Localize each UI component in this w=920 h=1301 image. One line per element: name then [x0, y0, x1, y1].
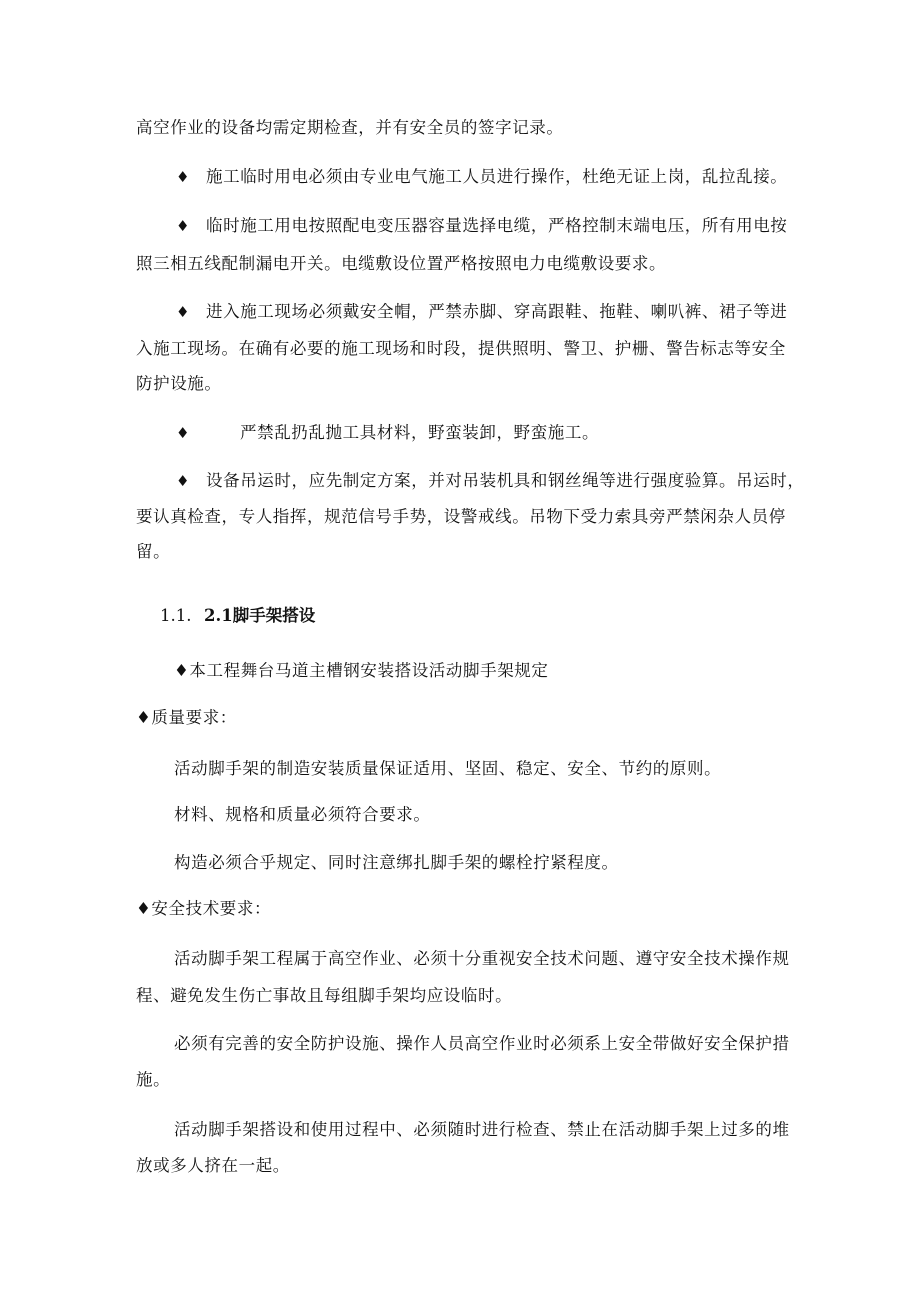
- section-title: 2.1脚手架搭设: [204, 606, 316, 625]
- item-5-line-1: 设备吊运时，应先制定方案，并对吊装机具和钢丝绳等进行强度验算。吊运时，: [206, 471, 805, 490]
- safety-item-2-line-1: 必须有完善的安全防护设施、操作人员高空作业时必须系上安全带做好安全保护措: [174, 1034, 790, 1053]
- bullet-diamond-icon: ♦: [176, 424, 190, 442]
- item-3-line-3: 防护设施。: [136, 374, 222, 393]
- item-1-line-1: 施工临时用电必须由专业电气施工人员进行操作，杜绝无证上岗，乱拉乱接。: [206, 167, 788, 186]
- safety-item-3-line-2: 放或多人挤在一起。: [136, 1156, 290, 1175]
- quality-item-3: 构造必须合乎规定、同时注意绑扎脚手架的螺栓拧紧程度。: [174, 853, 619, 872]
- item-2-line-1: 临时施工用电按照配电变压器容量选择电缆，严格控制末端电压，所有用电按: [206, 216, 788, 235]
- quality-heading: [136, 708, 237, 728]
- regulation-line: [174, 661, 549, 681]
- bullet-diamond-icon: ♦: [176, 168, 190, 186]
- section-number: 1.1.: [160, 606, 192, 625]
- bullet-diamond-icon: ♦: [136, 708, 152, 727]
- safety-heading: [136, 899, 271, 919]
- safety-item-2-line-2: 施。: [136, 1070, 171, 1089]
- item-3-line-2: 入施工现场。在确有必要的施工现场和时段，提供照明、警卫、护栅、警告标志等安全: [136, 339, 786, 358]
- bullet-diamond-icon: ♦: [176, 472, 190, 490]
- quality-heading-text: 质量要求：: [151, 708, 237, 727]
- safety-item-1-line-2: 程、避免发生伤亡事故且每组脚手架均应设临时。: [136, 986, 513, 1005]
- quality-item-1: 活动脚手架的制造安装质量保证适用、坚固、稳定、安全、节约的原则。: [174, 759, 722, 778]
- safety-item-1-line-1: 活动脚手架工程属于高空作业、必须十分重视安全技术问题、遵守安全技术操作规: [174, 949, 790, 968]
- bullet-diamond-icon: ♦: [176, 217, 190, 235]
- item-2-line-2: 照三相五线配制漏电开关。电缆敷设位置严格按照电力电缆敷设要求。: [136, 254, 667, 273]
- regulation-text: 本工程舞台马道主槽钢安装搭设活动脚手架规定: [189, 661, 549, 680]
- bullet-diamond-icon: ♦: [136, 899, 152, 918]
- safety-heading-text: 安全技术要求：: [151, 899, 272, 918]
- bullet-diamond-icon: ♦: [174, 661, 190, 680]
- item-5-line-2: 要认真检查，专人指挥，规范信号手势，设警戒线。吊物下受力索具旁严禁闲杂人员停: [136, 507, 786, 526]
- bullet-diamond-icon: ♦: [176, 303, 190, 321]
- item-3-line-1: 进入施工现场必须戴安全帽，严禁赤脚、穿高跟鞋、拖鞋、喇叭裤、裙子等进: [206, 302, 788, 321]
- safety-item-3-line-1: 活动脚手架搭设和使用过程中、必须随时进行检查、禁止在活动脚手架上过多的堆: [174, 1120, 790, 1139]
- item-4-line-1: 严禁乱扔乱抛工具材料，野蛮装卸，野蛮施工。: [240, 423, 600, 442]
- item-5-line-3: 留。: [136, 542, 171, 561]
- intro-line: 高空作业的设备均需定期检查，并有安全员的签字记录。: [136, 118, 564, 137]
- quality-item-2: 材料、规格和质量必须符合要求。: [174, 805, 431, 824]
- section-heading: [160, 606, 315, 626]
